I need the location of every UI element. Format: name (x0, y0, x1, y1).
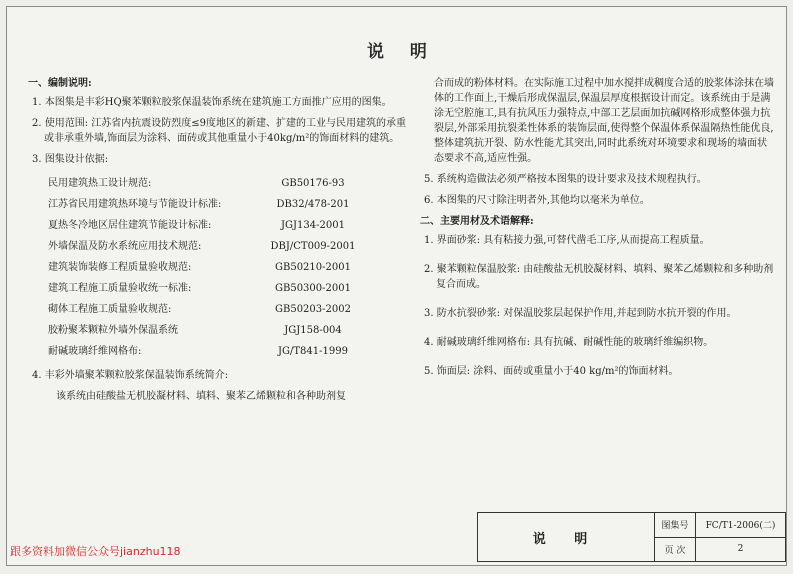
atlas-number-label: 图集号 (655, 513, 696, 537)
standard-code: JG/T841-1999 (278, 346, 348, 357)
material-item: 2. 聚苯颗粒保温胶浆: 由硅酸盐无机胶凝材料、填料、聚苯乙烯颗粒和多种助剂复合而成。 (424, 264, 774, 290)
item-system-intro-continued: 合而成的粉体材料。在实际施工过程中加水搅拌成稠度合适的胶浆体涂抹在墙体的工作面上,干燥后形成保温层,保温层厚度根据设计而定。该系统由于是满涂无空腔施工,具有抗风压力强特点,中部工艺层面加抗碱网格形成整体强力抗裂层,外部采用抗裂柔性体系的装饰层面,使得整个保温体系保温隔热性能优良,整体建筑抗开裂、防水性能尤其突出,同时此系统对环境要求和现场的墙面状态要求不高,适应性强。 (434, 78, 774, 164)
standard-name: 建筑装饰装修工程质量验收规范: (48, 262, 192, 273)
section-heading-compilation: 一、编制说明: (28, 78, 92, 89)
page-title: 说 明 (367, 42, 437, 62)
standard-code: GB50210-2001 (275, 262, 351, 273)
standard-row (48, 215, 408, 236)
standard-row (48, 278, 408, 299)
standard-row (48, 257, 408, 278)
standard-name: 胶粉聚苯颗粒外墙外保温系统 (48, 325, 178, 336)
standard-code: GB50300-2001 (275, 283, 351, 294)
standard-code: DB32/478-201 (276, 199, 350, 210)
right-column (420, 78, 775, 385)
standard-row (48, 173, 408, 194)
title-block-fields (655, 513, 785, 561)
standard-row (48, 236, 408, 257)
left-column (28, 76, 408, 410)
standard-row (48, 194, 408, 215)
material-item: 1. 界面砂浆: 具有粘接力强,可替代凿毛工序,从而提高工程质量。 (424, 235, 710, 246)
standard-code: JGJ134-2001 (281, 220, 345, 231)
item-units: 6. 本图集的尺寸除注明者外,其他均以毫米为单位。 (424, 195, 650, 206)
page-number-row (655, 537, 785, 562)
standard-name: 江苏省民用建筑热环境与节能设计标准: (48, 199, 222, 210)
standard-code: GB50203-2002 (275, 304, 351, 315)
atlas-number-value: FC/T1-2006(二) (705, 521, 776, 532)
item-system-intro-heading: 4. 丰彩外墙聚苯颗粒胶浆保温装饰系统简介: (32, 370, 229, 381)
watermark-text: 跟多资料加微信公众号jianzhu118 (10, 545, 181, 558)
material-item: 3. 防水抗裂砂浆: 对保温胶浆层起保护作用,并起到防水抗开裂的作用。 (424, 308, 737, 319)
standard-row (48, 341, 408, 362)
standard-code: DBJ/CT009-2001 (270, 241, 356, 252)
item-system-intro-text: 该系统由硅酸盐无机胶凝材料、填料、聚苯乙烯颗粒和各种助剂复 (56, 391, 346, 402)
standard-name: 夏热冬冷地区居住建筑节能设计标准: (48, 220, 212, 231)
section-heading-materials: 二、主要用材及术语解释: (420, 216, 534, 227)
standard-name: 建筑工程施工质量验收统一标准: (48, 283, 192, 294)
standards-list (48, 173, 408, 362)
item-construction-rule: 5. 系统构造做法必须严格按本图集的设计要求及技术规程执行。 (424, 174, 707, 185)
standard-name: 外墙保温及防水系统应用技术规范: (48, 241, 202, 252)
atlas-number-row (655, 513, 785, 537)
material-item: 5. 饰面层: 涂料、面砖或重量小于40 kg/m²的饰面材料。 (424, 366, 679, 377)
title-block-name: 说 明 (478, 513, 655, 561)
standard-name: 耐碱玻璃纤维网格布: (48, 346, 142, 357)
item-basis-heading: 3. 图集设计依据: (32, 154, 109, 165)
standard-code: JGJ158-004 (284, 325, 342, 336)
page-number-value: 2 (737, 544, 744, 555)
item-scope: 2. 使用范围: 江苏省内抗震设防烈度≤9度地区的新建、扩建的工业与民用建筑的承重或非承重外墙,饰面层为涂料、面砖或其他重量小于40kg/m²的饰面材料的建筑。 (32, 118, 407, 144)
standard-code: GB50176-93 (281, 178, 345, 189)
item-purpose: 1. 本图集是丰彩HQ聚苯颗粒胶浆保温装饰系统在建筑施工方面推广应用的图集。 (32, 97, 392, 108)
material-item: 4. 耐碱玻璃纤维网格布: 具有抗碱、耐碱性能的玻璃纤维编织物。 (424, 337, 714, 348)
standard-name: 民用建筑热工设计规范: (48, 178, 152, 189)
standard-name: 砌体工程施工质量验收规范: (48, 304, 172, 315)
title-block (477, 512, 786, 562)
standard-row (48, 299, 408, 320)
page-number-label: 页 次 (655, 538, 696, 562)
standard-row (48, 320, 408, 341)
